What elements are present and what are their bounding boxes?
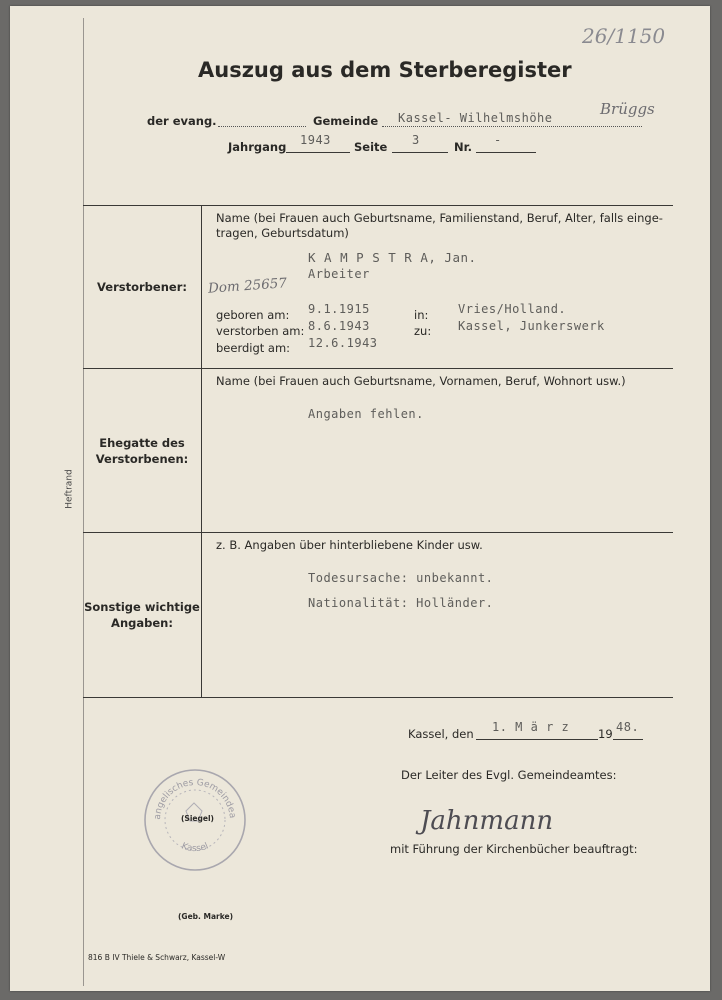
died-place: Kassel, Junkerswerk [458,319,605,333]
place-label: Kassel, den [408,727,474,741]
table-row-divider-2 [83,532,673,533]
other-label-line2: Angaben: [111,616,173,630]
margin-rule [83,18,84,986]
table-column-divider [201,205,202,697]
gemeinde-value: Kassel- Wilhelmshöhe [398,111,553,125]
svg-text:Kassel [180,841,210,854]
table-row-divider-1 [83,368,673,369]
signature: Jahnmann [420,806,554,836]
seal-label: (Siegel) [181,814,214,823]
seal-ring-top: angelisches Gemeindea [152,777,238,821]
nr-value: - [494,133,502,147]
fee-label: (Geb. Marke) [178,912,234,921]
buried-date: 12.6.1943 [308,336,378,350]
nr-label: Nr. [454,140,473,154]
deceased-label: Verstorbener: [97,280,187,294]
leader-label: Der Leiter des Evgl. Gemeindeamtes: [401,768,617,782]
evang-line [218,126,306,127]
table-bottom-rule [83,697,673,698]
seite-value: 3 [412,133,420,147]
other-cause-of-death: Todesursache: unbekannt. [308,571,494,585]
archive-annotation: 26/1150 [582,24,666,48]
document-title: Auszug aus dem Sterberegister [198,58,572,82]
commission-label: mit Führung der Kirchenbücher beauftragt: [390,842,638,856]
seite-label: Seite [354,140,388,154]
other-label-line1: Sonstige wichtige [84,600,200,614]
spouse-label-line2: Verstorbenen: [95,452,189,466]
year-line [613,739,643,740]
gemeinde-note: Brüggs [600,100,655,118]
other-instruction: z. B. Angaben über hinterbliebene Kinder usw. [216,538,483,552]
died-date: 8.6.1943 [308,319,370,333]
died-label: verstorben am: [216,324,305,338]
born-label: geboren am: [216,308,290,322]
born-date: 9.1.1915 [308,302,370,316]
seite-line [392,152,448,153]
evang-label: der evang. [147,114,217,128]
jahrgang-label: Jahrgang [228,140,287,154]
deceased-occupation: Arbeiter [308,267,370,281]
gemeinde-line [382,126,642,127]
svg-text:Evangelisches Gemeindeamt [142,767,237,820]
jahrgang-line [286,152,350,153]
spouse-label-line1: Ehegatte des [99,436,185,450]
deceased-instruction-line1: Name (bei Frauen auch Geburtsname, Familienstand, Beruf, Alter, falls einge- [216,211,663,225]
deceased-name: K A M P S T R A, Jan. [308,250,477,265]
born-in-label: in: [414,308,429,322]
spouse-value: Angaben fehlen. [308,407,424,421]
date-line [476,739,598,740]
year-prefix: 19 [598,727,613,741]
died-at-label: zu: [414,324,432,338]
table-top-rule [83,205,673,206]
year-value: 48. [616,720,640,734]
deceased-instruction-line2: tragen, Geburtsdatum) [216,226,349,240]
date-value: 1. M ä r z [492,720,570,734]
nr-line [476,152,536,153]
spouse-instruction: Name (bei Frauen auch Geburtsname, Vornamen, Beruf, Wohnort usw.) [216,374,626,388]
seal-ring-bottom: Kassel [179,841,211,855]
printer-imprint: 816 B IV Thiele & Schwarz, Kassel-W [88,953,226,962]
buried-label: beerdigt am: [216,341,291,355]
document-page [10,6,710,991]
deceased-handwritten-note: Dom 25657 [207,275,288,297]
other-nationality: Nationalität: Holländer. [308,596,494,610]
born-place: Vries/Holland. [458,302,567,316]
gemeinde-label: Gemeinde [313,114,379,128]
jahrgang-value: 1943 [300,133,331,147]
margin-label: Heftrand [64,469,75,509]
